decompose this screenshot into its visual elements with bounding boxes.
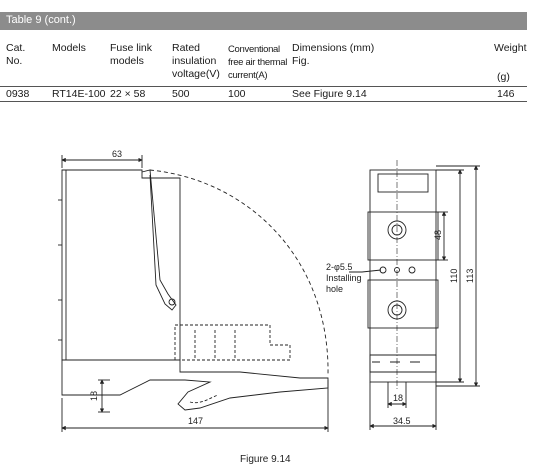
header-conv-line1: Conventional [228,44,280,55]
dim-48: 48 [433,229,443,240]
cell-current: 100 [228,88,246,100]
cell-fuse: 22 × 58 [110,88,146,100]
dim-18-bottom: 18 [393,393,404,403]
front-upper-terminal [368,212,438,260]
header-rated-line2: insulation [172,55,217,67]
header-cat-line1: Cat. [6,42,26,54]
header-rated-line1: Rated [172,42,201,54]
header-models: Models [52,42,86,54]
hole-label-1: 2-φ5.5 [326,262,353,272]
header-weight-2: (g) [497,71,510,83]
cell-fig: See Figure 9.14 [292,88,367,100]
dim-110: 110 [449,268,459,283]
side-view-body [62,170,180,360]
table-title: Table 9 (cont.) [6,14,76,26]
fuse-outline [175,325,290,360]
front-lower-terminal [368,280,438,328]
header-cat-line2: No. [6,55,23,67]
hole-label-3: hole [326,284,344,294]
header-dim-line2: Fig. [292,55,310,67]
header-fuse-line1: Fuse link [110,42,153,54]
dim-18-left: 18 [89,390,99,401]
side-view-latch [142,170,176,310]
header-dim-line1: Dimensions (mm) [292,42,375,54]
opening-arc [150,170,328,375]
cell-cat: 0938 [6,88,30,100]
cell-weight: 146 [497,88,515,100]
header-rated-line3: voltage(V) [172,68,220,80]
dim-34-5: 34.5 [393,416,411,426]
header-conv-line3: current(A) [228,70,268,81]
cell-voltage: 500 [172,88,190,100]
figure-caption: Figure 9.14 [240,454,291,465]
front-view-body [370,170,436,382]
dim-113: 113 [465,268,475,283]
installing-hole-right [409,267,415,273]
hole-label-2: Installing [326,273,362,283]
dim-63: 63 [112,149,123,159]
dim-147: 147 [188,416,204,426]
header-fuse-line2: models [110,55,144,67]
cell-model: RT14E-100 [52,88,106,100]
header-weight-1: Weight [494,42,527,54]
header-conv-line2: free air thermal [228,57,288,68]
